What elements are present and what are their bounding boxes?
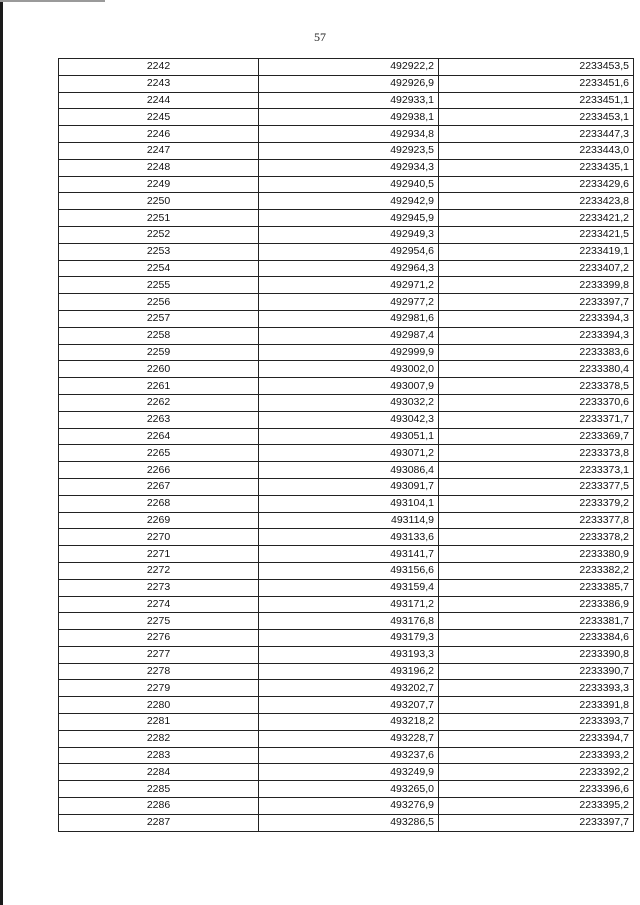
point-number-cell: 2275	[59, 613, 259, 630]
y-coordinate-cell: 2233394,3	[439, 310, 634, 327]
table-row	[59, 260, 634, 277]
table-row	[59, 193, 634, 210]
table-row	[59, 310, 634, 327]
x-coordinate-cell: 493265,0	[259, 781, 439, 798]
x-coordinate-cell: 492987,4	[259, 327, 439, 344]
y-coordinate-cell: 2233383,6	[439, 344, 634, 361]
y-coordinate-cell: 2233394,7	[439, 730, 634, 747]
point-number-cell: 2243	[59, 75, 259, 92]
x-coordinate-cell: 492981,6	[259, 310, 439, 327]
table-row	[59, 747, 634, 764]
point-number-cell: 2264	[59, 428, 259, 445]
point-number-cell: 2283	[59, 747, 259, 764]
table-row	[59, 445, 634, 462]
point-number-cell: 2257	[59, 310, 259, 327]
point-number-cell: 2266	[59, 462, 259, 479]
table-row	[59, 478, 634, 495]
y-coordinate-cell: 2233391,8	[439, 697, 634, 714]
x-coordinate-cell: 493286,5	[259, 814, 439, 831]
page-number: 57	[314, 30, 326, 44]
point-number-cell: 2262	[59, 394, 259, 411]
point-number-cell: 2272	[59, 562, 259, 579]
y-coordinate-cell: 2233390,7	[439, 663, 634, 680]
x-coordinate-cell: 493141,7	[259, 546, 439, 563]
table-row	[59, 613, 634, 630]
point-number-cell: 2278	[59, 663, 259, 680]
table-row	[59, 361, 634, 378]
point-number-cell: 2265	[59, 445, 259, 462]
x-coordinate-cell: 493156,6	[259, 562, 439, 579]
point-number-cell: 2273	[59, 579, 259, 596]
y-coordinate-cell: 2233407,2	[439, 260, 634, 277]
table-row	[59, 798, 634, 815]
y-coordinate-cell: 2233429,6	[439, 176, 634, 193]
point-number-cell: 2258	[59, 327, 259, 344]
y-coordinate-cell: 2233397,7	[439, 814, 634, 831]
x-coordinate-cell: 493237,6	[259, 747, 439, 764]
point-number-cell: 2271	[59, 546, 259, 563]
table-row	[59, 529, 634, 546]
table-row	[59, 546, 634, 563]
x-coordinate-cell: 492940,5	[259, 176, 439, 193]
y-coordinate-cell: 2233390,8	[439, 646, 634, 663]
point-number-cell: 2282	[59, 730, 259, 747]
x-coordinate-cell: 492923,5	[259, 142, 439, 159]
scan-top-edge	[0, 0, 105, 2]
x-coordinate-cell: 493196,2	[259, 663, 439, 680]
point-number-cell: 2255	[59, 277, 259, 294]
table-row	[59, 394, 634, 411]
table-row	[59, 294, 634, 311]
x-coordinate-cell: 493133,6	[259, 529, 439, 546]
x-coordinate-cell: 493091,7	[259, 478, 439, 495]
y-coordinate-cell: 2233394,3	[439, 327, 634, 344]
coordinates-table-body	[59, 59, 634, 832]
point-number-cell: 2286	[59, 798, 259, 815]
x-coordinate-cell: 493086,4	[259, 462, 439, 479]
y-coordinate-cell: 2233421,2	[439, 210, 634, 227]
y-coordinate-cell: 2233381,7	[439, 613, 634, 630]
table-row	[59, 344, 634, 361]
y-coordinate-cell: 2233453,1	[439, 109, 634, 126]
table-row	[59, 176, 634, 193]
point-number-cell: 2274	[59, 596, 259, 613]
table-row	[59, 277, 634, 294]
x-coordinate-cell: 492926,9	[259, 75, 439, 92]
table-row	[59, 730, 634, 747]
y-coordinate-cell: 2233451,6	[439, 75, 634, 92]
table-row	[59, 109, 634, 126]
point-number-cell: 2259	[59, 344, 259, 361]
point-number-cell: 2270	[59, 529, 259, 546]
y-coordinate-cell: 2233379,2	[439, 495, 634, 512]
y-coordinate-cell: 2233435,1	[439, 159, 634, 176]
table-row	[59, 562, 634, 579]
x-coordinate-cell: 492971,2	[259, 277, 439, 294]
point-number-cell: 2276	[59, 630, 259, 647]
y-coordinate-cell: 2233370,6	[439, 394, 634, 411]
y-coordinate-cell: 2233384,6	[439, 630, 634, 647]
table-row	[59, 210, 634, 227]
point-number-cell: 2277	[59, 646, 259, 663]
y-coordinate-cell: 2233393,7	[439, 714, 634, 731]
point-number-cell: 2248	[59, 159, 259, 176]
table-row	[59, 428, 634, 445]
point-number-cell: 2268	[59, 495, 259, 512]
point-number-cell: 2284	[59, 764, 259, 781]
x-coordinate-cell: 492942,9	[259, 193, 439, 210]
coordinates-table	[58, 58, 634, 832]
point-number-cell: 2251	[59, 210, 259, 227]
table-row	[59, 512, 634, 529]
point-number-cell: 2242	[59, 59, 259, 76]
y-coordinate-cell: 2233447,3	[439, 126, 634, 143]
table-row	[59, 411, 634, 428]
point-number-cell: 2280	[59, 697, 259, 714]
table-row	[59, 226, 634, 243]
table-row	[59, 462, 634, 479]
point-number-cell: 2281	[59, 714, 259, 731]
point-number-cell: 2252	[59, 226, 259, 243]
y-coordinate-cell: 2233373,1	[439, 462, 634, 479]
x-coordinate-cell: 493179,3	[259, 630, 439, 647]
table-row	[59, 680, 634, 697]
y-coordinate-cell: 2233451,1	[439, 92, 634, 109]
x-coordinate-cell: 493071,2	[259, 445, 439, 462]
x-coordinate-cell: 492938,1	[259, 109, 439, 126]
point-number-cell: 2260	[59, 361, 259, 378]
table-row	[59, 75, 634, 92]
y-coordinate-cell: 2233423,8	[439, 193, 634, 210]
scan-left-edge	[0, 0, 3, 905]
point-number-cell: 2246	[59, 126, 259, 143]
x-coordinate-cell: 492933,1	[259, 92, 439, 109]
x-coordinate-cell: 492954,6	[259, 243, 439, 260]
point-number-cell: 2249	[59, 176, 259, 193]
y-coordinate-cell: 2233373,8	[439, 445, 634, 462]
table-row	[59, 814, 634, 831]
y-coordinate-cell: 2233397,7	[439, 294, 634, 311]
x-coordinate-cell: 493032,2	[259, 394, 439, 411]
y-coordinate-cell: 2233443,0	[439, 142, 634, 159]
x-coordinate-cell: 493104,1	[259, 495, 439, 512]
y-coordinate-cell: 2233385,7	[439, 579, 634, 596]
table-row	[59, 697, 634, 714]
table-row	[59, 596, 634, 613]
x-coordinate-cell: 493193,3	[259, 646, 439, 663]
x-coordinate-cell: 492934,3	[259, 159, 439, 176]
x-coordinate-cell: 493051,1	[259, 428, 439, 445]
y-coordinate-cell: 2233399,8	[439, 277, 634, 294]
y-coordinate-cell: 2233396,6	[439, 781, 634, 798]
point-number-cell: 2269	[59, 512, 259, 529]
x-coordinate-cell: 493042,3	[259, 411, 439, 428]
point-number-cell: 2245	[59, 109, 259, 126]
x-coordinate-cell: 492922,2	[259, 59, 439, 76]
x-coordinate-cell: 493207,7	[259, 697, 439, 714]
x-coordinate-cell: 492945,9	[259, 210, 439, 227]
point-number-cell: 2263	[59, 411, 259, 428]
point-number-cell: 2285	[59, 781, 259, 798]
y-coordinate-cell: 2233378,5	[439, 378, 634, 395]
point-number-cell: 2287	[59, 814, 259, 831]
x-coordinate-cell: 493159,4	[259, 579, 439, 596]
point-number-cell: 2247	[59, 142, 259, 159]
point-number-cell: 2244	[59, 92, 259, 109]
y-coordinate-cell: 2233371,7	[439, 411, 634, 428]
y-coordinate-cell: 2233393,2	[439, 747, 634, 764]
y-coordinate-cell: 2233386,9	[439, 596, 634, 613]
y-coordinate-cell: 2233453,5	[439, 59, 634, 76]
y-coordinate-cell: 2233382,2	[439, 562, 634, 579]
x-coordinate-cell: 493114,9	[259, 512, 439, 529]
table-row	[59, 126, 634, 143]
x-coordinate-cell: 493249,9	[259, 764, 439, 781]
point-number-cell: 2261	[59, 378, 259, 395]
point-number-cell: 2254	[59, 260, 259, 277]
table-row	[59, 781, 634, 798]
x-coordinate-cell: 493218,2	[259, 714, 439, 731]
x-coordinate-cell: 492934,8	[259, 126, 439, 143]
y-coordinate-cell: 2233419,1	[439, 243, 634, 260]
y-coordinate-cell: 2233392,2	[439, 764, 634, 781]
x-coordinate-cell: 493002,0	[259, 361, 439, 378]
table-row	[59, 495, 634, 512]
table-row	[59, 243, 634, 260]
point-number-cell: 2279	[59, 680, 259, 697]
x-coordinate-cell: 493171,2	[259, 596, 439, 613]
x-coordinate-cell: 492964,3	[259, 260, 439, 277]
table-row	[59, 59, 634, 76]
y-coordinate-cell: 2233393,3	[439, 680, 634, 697]
table-row	[59, 92, 634, 109]
point-number-cell: 2250	[59, 193, 259, 210]
y-coordinate-cell: 2233378,2	[439, 529, 634, 546]
table-row	[59, 714, 634, 731]
y-coordinate-cell: 2233377,5	[439, 478, 634, 495]
point-number-cell: 2256	[59, 294, 259, 311]
table-row	[59, 646, 634, 663]
table-row	[59, 630, 634, 647]
y-coordinate-cell: 2233369,7	[439, 428, 634, 445]
y-coordinate-cell: 2233377,8	[439, 512, 634, 529]
x-coordinate-cell: 493276,9	[259, 798, 439, 815]
point-number-cell: 2253	[59, 243, 259, 260]
x-coordinate-cell: 492999,9	[259, 344, 439, 361]
table-row	[59, 663, 634, 680]
x-coordinate-cell: 492949,3	[259, 226, 439, 243]
point-number-cell: 2267	[59, 478, 259, 495]
y-coordinate-cell: 2233380,4	[439, 361, 634, 378]
y-coordinate-cell: 2233395,2	[439, 798, 634, 815]
table-row	[59, 378, 634, 395]
table-row	[59, 327, 634, 344]
table-row	[59, 579, 634, 596]
table-row	[59, 142, 634, 159]
table-row	[59, 159, 634, 176]
y-coordinate-cell: 2233380,9	[439, 546, 634, 563]
x-coordinate-cell: 493007,9	[259, 378, 439, 395]
x-coordinate-cell: 492977,2	[259, 294, 439, 311]
table-row	[59, 764, 634, 781]
x-coordinate-cell: 493228,7	[259, 730, 439, 747]
x-coordinate-cell: 493176,8	[259, 613, 439, 630]
y-coordinate-cell: 2233421,5	[439, 226, 634, 243]
x-coordinate-cell: 493202,7	[259, 680, 439, 697]
